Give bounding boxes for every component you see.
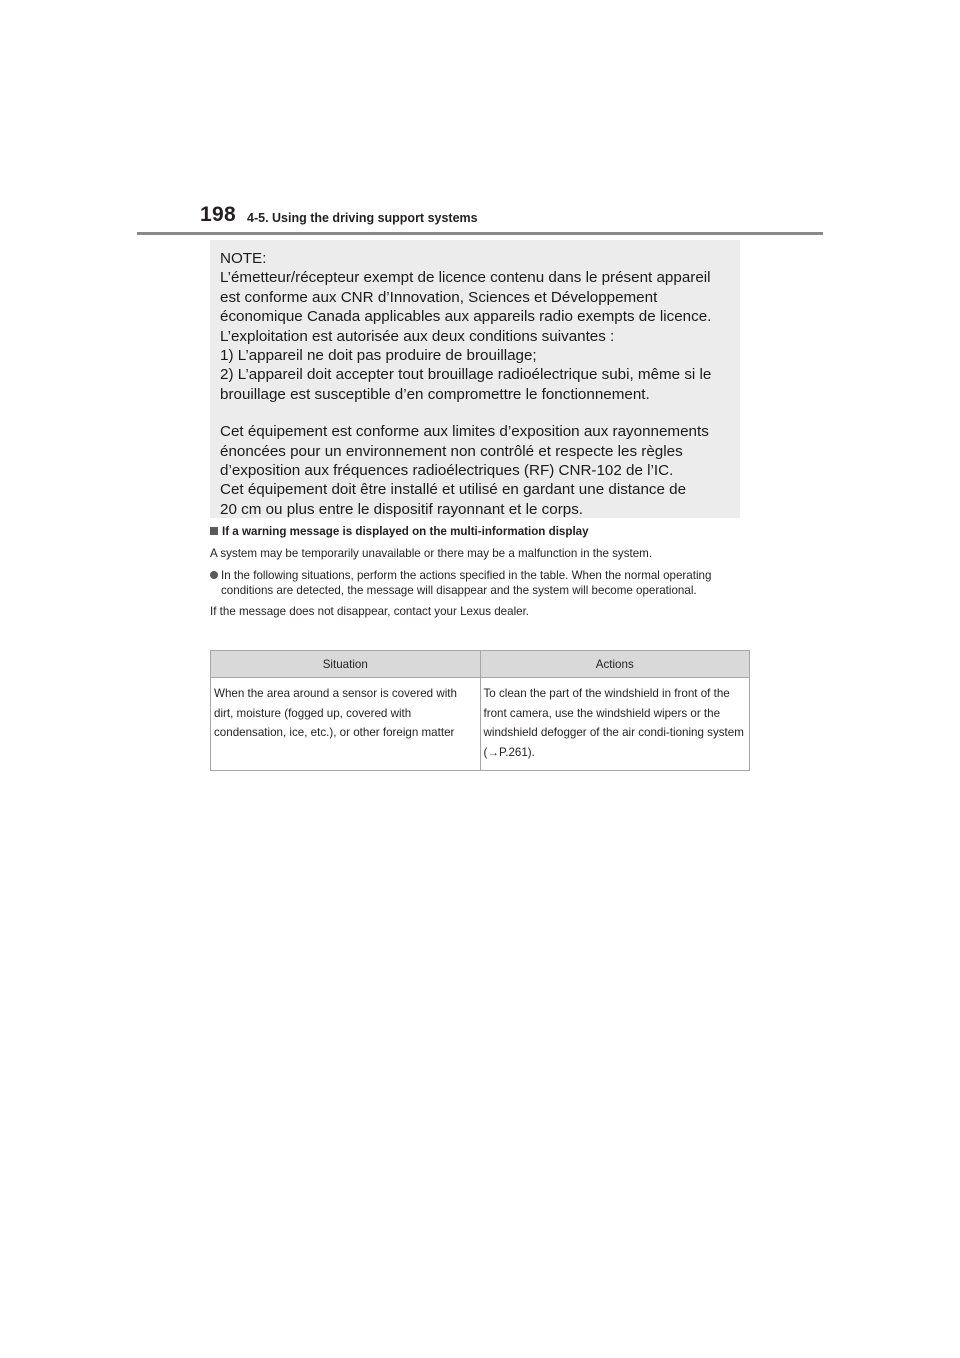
action-end: ).: [527, 745, 535, 759]
note-line: économique Canada applicables aux appareils radio exempts de licence.: [220, 308, 712, 326]
page-number: 198: [200, 203, 236, 226]
note-line: énoncées pour un environnement non contrôlé et respecte les règles: [220, 442, 683, 460]
bullet-item: [210, 568, 750, 598]
note-line: est conforme aux CNR d’Innovation, Sciences et Développement: [220, 288, 658, 306]
table-row: [211, 678, 750, 771]
note-box: [210, 240, 740, 518]
table-header-situation: Situation: [211, 651, 481, 678]
subheading-text: If a warning message is displayed on the multi-information display: [222, 525, 589, 538]
note-line: 2) L’appareil doit accepter tout brouillage radioélectrique subi, même si le: [220, 366, 712, 384]
note-line: Cet équipement doit être installé et utilisé en gardant une distance de: [220, 481, 687, 499]
paragraph: A system may be temporarily unavailable or there may be a malfunction in the system.: [210, 547, 653, 560]
section-title: 4-5. Using the driving support systems: [247, 211, 478, 225]
header-divider: [137, 232, 823, 235]
note-line: L’exploitation est autorisée aux deux conditions suivantes :: [220, 327, 615, 345]
note-gap: [220, 404, 730, 422]
note-line: brouillage est susceptible d’en compromettre le fonctionnement.: [220, 385, 650, 403]
note-line: L’émetteur/récepteur exempt de licence contenu dans le présent appareil: [220, 269, 711, 287]
note-line: NOTE:: [220, 250, 267, 267]
square-bullet-icon: [210, 527, 218, 535]
note-line: 1) L’appareil ne doit pas produire de brouillage;: [220, 347, 537, 365]
table-cell-situation: When the area around a sensor is covered with dirt, moisture (fogged up, covered with condensation, ice, etc.), or other foreign matter: [211, 678, 481, 771]
table-header-actions: Actions: [480, 651, 749, 678]
note-line: 20 cm ou plus entre le dispositif rayonnant et le corps.: [220, 500, 584, 518]
subheading: [210, 524, 750, 540]
table-cell-actions: [480, 678, 749, 771]
body-content: [210, 524, 750, 626]
table-header-row: [211, 651, 750, 678]
note-line: Cet équipement est conforme aux limites d’exposition aux rayonnements: [220, 423, 709, 441]
note-line: d’exposition aux fréquences radioélectriques (RF) CNR-102 de l’IC.: [220, 462, 674, 480]
action-text: To clean the part of the windshield in front of the front camera, use the windshield wipers or the windshield defogger of the air condi-tioning system (: [483, 687, 744, 759]
warning-table: [210, 650, 750, 771]
page-reference-link[interactable]: P.261: [498, 745, 528, 759]
circle-bullet-icon: [210, 571, 218, 579]
paragraph: If the message does not disappear, contact your Lexus dealer.: [210, 605, 530, 618]
arrow-right-icon: →: [487, 745, 499, 759]
bullet-text: In the following situations, perform the actions specified in the table. When the normal operating conditions are detected, the message will disappear and the system will become operational.: [221, 569, 712, 597]
